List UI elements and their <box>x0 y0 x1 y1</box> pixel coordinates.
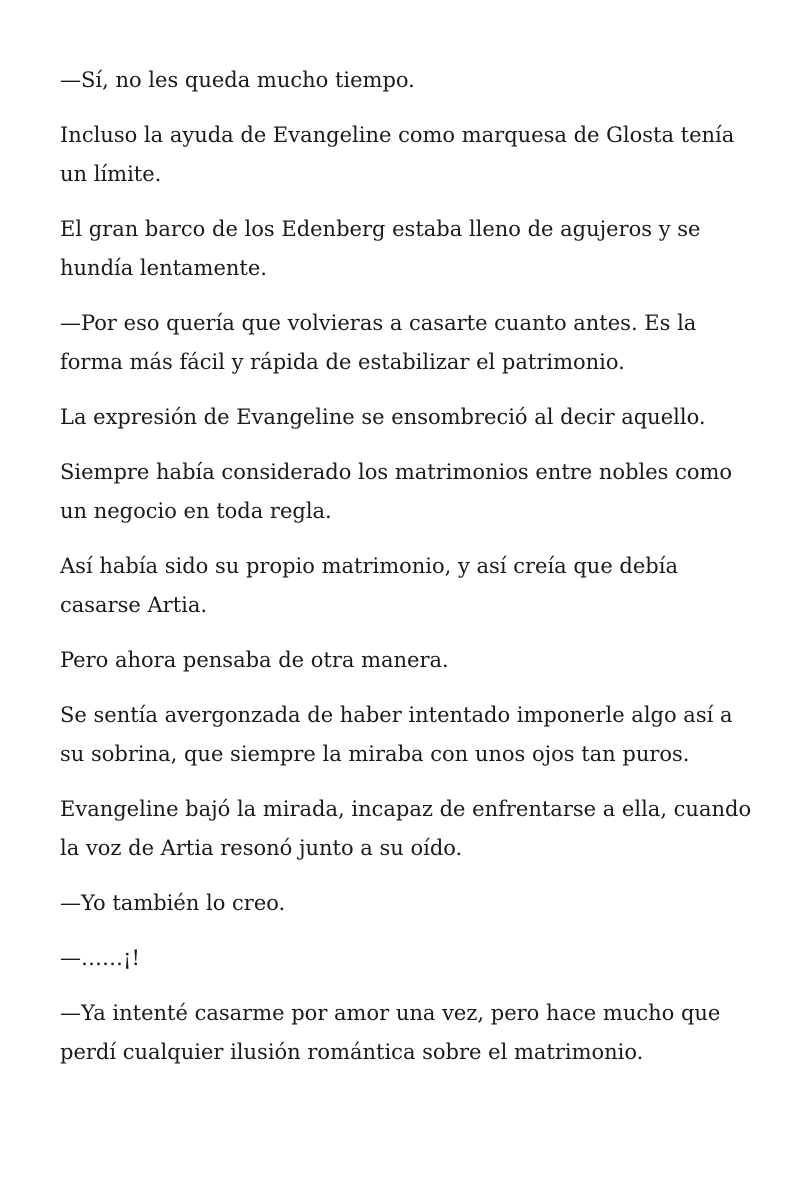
paragraph: —……¡! <box>60 946 140 970</box>
paragraph: Evangeline bajó la mirada, incapaz de enfrentarse a ella, cuando la voz de Artia resonó junto a su oído. <box>60 797 752 860</box>
paragraph: La expresión de Evangeline se ensombreció al decir aquello. <box>60 405 706 429</box>
paragraph: —Yo también lo creo. <box>60 891 286 915</box>
paragraph: —Sí, no les queda mucho tiempo. <box>60 68 415 92</box>
paragraph: Se sentía avergonzada de haber intentado imponerle algo así a su sobrina, que siempre la miraba con unos ojos tan puros. <box>60 703 733 766</box>
paragraph: Siempre había considerado los matrimonios entre nobles como un negocio en toda regla. <box>60 460 733 523</box>
paragraph: Así había sido su propio matrimonio, y así creía que debía casarse Artia. <box>60 554 678 617</box>
paragraph: El gran barco de los Edenberg estaba lleno de agujeros y se hundía lentamente. <box>60 217 701 280</box>
paragraph: —Ya intenté casarme por amor una vez, pero hace mucho que perdí cualquier ilusión romántica sobre el matrimonio. <box>60 1001 721 1064</box>
paragraph: —Por eso quería que volvieras a casarte cuanto antes. Es la forma más fácil y rápida de estabilizar el patrimonio. <box>60 311 697 374</box>
paragraph: Pero ahora pensaba de otra manera. <box>60 648 449 672</box>
paragraph: Incluso la ayuda de Evangeline como marquesa de Glosta tenía un límite. <box>60 123 735 186</box>
